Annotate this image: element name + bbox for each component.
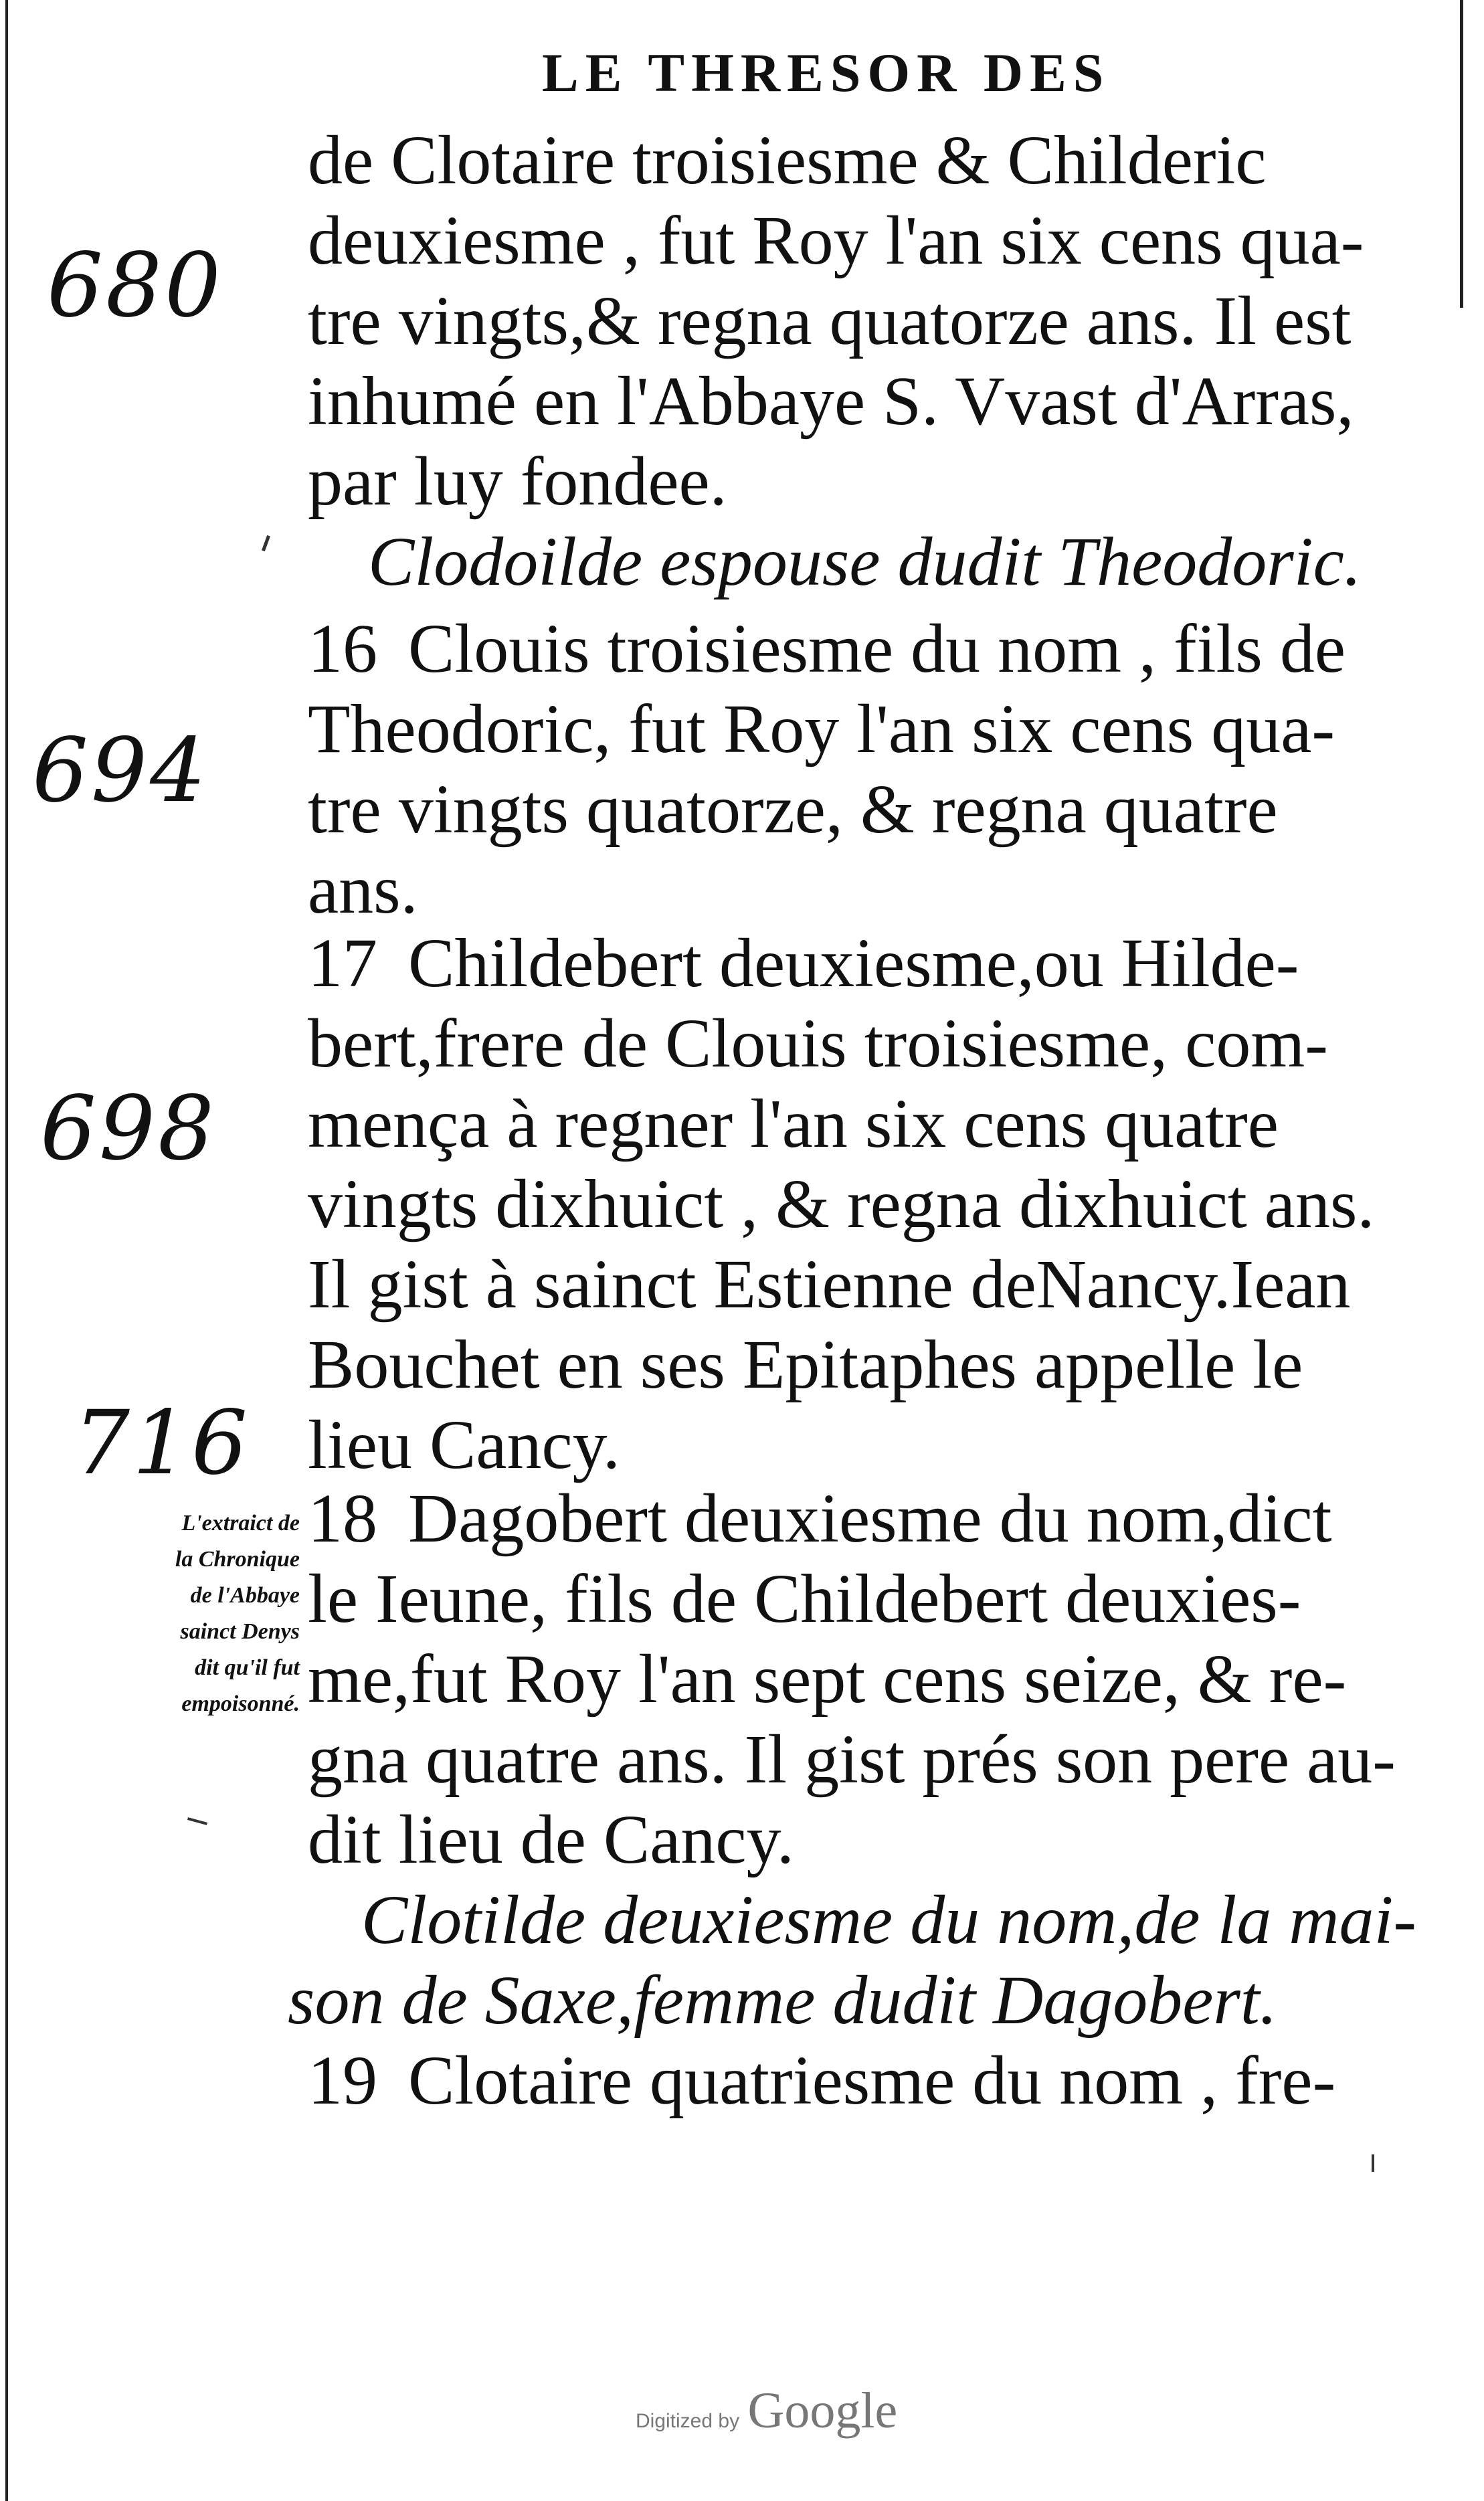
text-line-numbered — [308, 2041, 1392, 2121]
margin-note-line: la Chronique — [175, 1547, 300, 1572]
section-number: 18 — [308, 1480, 377, 1557]
page-edge-right — [1460, 0, 1463, 308]
text-line: tre vingts,& regna quatorze ans. Il est — [308, 282, 1352, 359]
text-line: de Clotaire troisiesme & Childeric — [308, 122, 1267, 199]
text-line: deuxiesme , fut Roy l'an six cens qua- — [308, 202, 1364, 279]
text-line: Bouchet en ses Epitaphes appelle le — [308, 1326, 1303, 1403]
margin-note-line: empoisonné. — [181, 1691, 300, 1716]
text-line: Il gist à sainct Estienne deNancy.Iean — [308, 1246, 1351, 1323]
margin-note-line: dit qu'il fut — [195, 1655, 300, 1680]
page-edge-left — [5, 0, 8, 2501]
section-number: 17 — [308, 925, 377, 1002]
text-line: le Ieune, fils de Childebert deuxies- — [308, 1560, 1301, 1637]
google-logo: Google — [747, 2383, 898, 2439]
text-line-numbered — [308, 609, 1392, 689]
margin-year-694: 694 — [32, 719, 209, 822]
ink-mark — [1372, 2154, 1374, 2172]
text-line: mença à regner l'an six cens quatre — [308, 1085, 1279, 1162]
text-line-content: Childebert deuxiesme,ou Hilde- — [408, 925, 1299, 1002]
text-line-numbered — [308, 1479, 1392, 1559]
text-line: bert,frere de Clouis troisiesme, com- — [308, 1005, 1328, 1082]
text-line: vingts dixhuict , & regna dixhuict ans. — [308, 1166, 1375, 1242]
text-line-content: Dagobert deuxiesme du nom,dict — [408, 1480, 1332, 1557]
text-line-content: Clouis troisiesme du nom , fils de — [408, 610, 1346, 687]
digitized-label: Digitized by — [636, 2410, 740, 2432]
margin-note-line: L'extraict de — [181, 1511, 300, 1536]
text-line: lieu Cancy. — [308, 1406, 620, 1483]
text-line: me,fut Roy l'an sept cens seize, & re- — [308, 1641, 1347, 1718]
heading-italic: son de Saxe,femme dudit Dagobert. — [288, 1962, 1277, 2039]
text-line: inhumé en l'Abbaye S. Vvast d'Arras, — [308, 363, 1354, 440]
text-line: par luy fondee. — [308, 443, 727, 520]
heading-italic: Clodoilde espouse dudit Theodoric. — [368, 523, 1362, 600]
ink-mark — [262, 535, 270, 551]
heading-italic: Clotilde deuxiesme du nom,de la mai- — [361, 1881, 1417, 1958]
margin-year-716: 716 — [74, 1392, 250, 1495]
section-number: 16 — [308, 610, 377, 687]
margin-note-line: de l'Abbaye — [190, 1583, 300, 1608]
text-line: Theodoric, fut Roy l'an six cens qua- — [308, 690, 1335, 767]
ink-mark — [187, 1817, 207, 1825]
text-line-content: Clotaire quatriesme du nom , fre- — [408, 2042, 1336, 2119]
margin-note-line: sainct Denys — [180, 1619, 300, 1644]
text-line-numbered — [308, 923, 1392, 1004]
margin-note — [72, 1505, 300, 1722]
digitized-footer — [636, 2382, 970, 2440]
running-head: LE THRESOR DES — [542, 42, 1111, 103]
text-line: ans. — [308, 851, 418, 928]
margin-year-698: 698 — [40, 1077, 217, 1180]
text-line: gna quatre ans. Il gist prés son pere au- — [308, 1721, 1396, 1798]
text-line: dit lieu de Cancy. — [308, 1801, 794, 1878]
margin-year-680: 680 — [47, 234, 223, 337]
section-number: 19 — [308, 2042, 377, 2119]
text-line: tre vingts quatorze, & regna quatre — [308, 771, 1278, 848]
